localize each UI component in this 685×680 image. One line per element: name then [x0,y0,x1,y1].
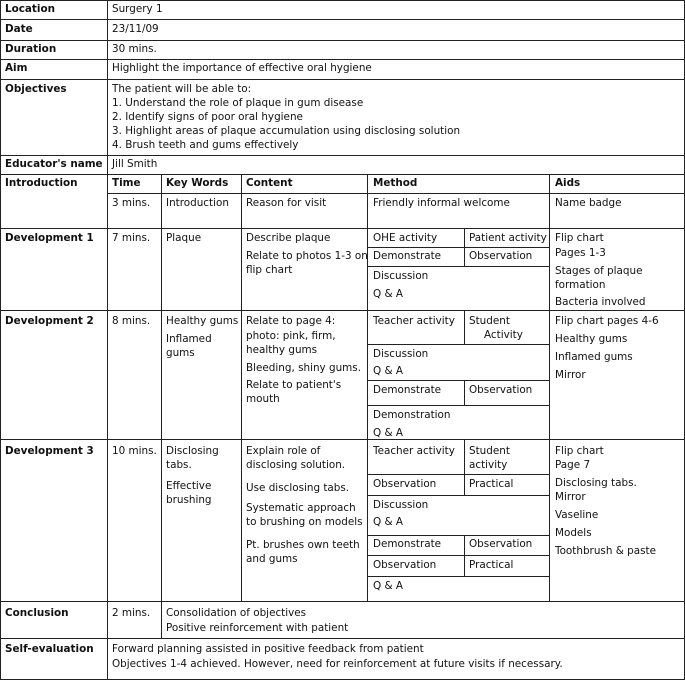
introduction-label: Introduction [5,177,78,189]
rule [0,59,685,60]
rule [0,0,1,680]
intro-method: Friendly informal welcome [373,197,510,209]
method-cell: Observation [469,538,533,550]
method-cell: Discussion [373,270,429,282]
intro-time: 3 mins. [112,197,151,209]
development3-keyword: brushing [166,494,212,506]
method-cell: Teacher activity [373,445,455,457]
development2-content-line: mouth [246,393,280,405]
development3-keyword: Disclosing [166,445,219,457]
development3-aid: Vaseline [555,509,599,521]
conclusion-line: Consolidation of objectives [166,607,307,619]
rule [367,474,549,475]
development3-aid: Toothbrush & paste [555,545,656,557]
rule [464,535,465,576]
rule [0,19,685,20]
method-cell: Practical [469,478,514,490]
intro-content: Reason for visit [246,197,327,209]
rule [0,638,685,639]
development2-aid: Inflamed gums [555,351,633,363]
method-cell: Discussion [373,348,429,360]
date-value: 23/11/09 [112,23,159,35]
development2-aid: Flip chart pages 4-6 [555,315,659,327]
method-cell: Practical [469,559,514,571]
development2-keyword: gums [166,347,195,359]
rule [367,405,549,406]
self-evaluation-label: Self-evaluation [5,643,94,655]
development2-content-line: Relate to patient's [246,379,342,391]
method-cell: Demonstrate [373,538,442,550]
rule [367,555,549,556]
rule [549,174,550,601]
rule [367,247,549,248]
development3-label: Development 3 [5,445,94,457]
objective-line: 3. Highlight areas of plaque accumulation using disclosing solution [112,125,461,137]
method-cell: Q & A [373,288,403,300]
development2-label: Development 2 [5,315,94,327]
development2-aid: Mirror [555,369,586,381]
method-cell: Demonstrate [373,384,442,396]
rule [367,535,549,536]
rule [464,310,465,344]
rule [0,40,685,41]
development3-content-line: Explain role of [246,445,321,457]
development3-content-line: to brushing on models [246,516,363,528]
development3-aid: Flip chart [555,445,604,457]
development1-aid: formation [555,279,606,291]
development2-aid: Healthy gums [555,333,628,345]
method-cell: Demonstrate [373,250,442,262]
method-column-header: Method [373,177,418,189]
development1-keywords: Plaque [166,232,202,244]
development1-content-line: Describe plaque [246,232,331,244]
rule [464,380,465,405]
development3-content-line: Use disclosing tabs. [246,482,350,494]
rule [367,266,549,267]
rule [0,439,685,440]
method-cell: Patient activity [469,232,547,244]
duration-label: Duration [5,43,57,55]
development3-aid: Models [555,527,592,539]
location-label: Location [5,3,55,15]
aids-column-header: Aids [555,177,581,189]
development3-keyword: Effective [166,480,212,492]
rule [107,193,685,194]
educator-value: Jill Smith [112,158,158,170]
objectives-label: Objectives [5,83,67,95]
conclusion-label: Conclusion [5,607,69,619]
rule [107,0,108,680]
intro-aids: Name badge [555,197,622,209]
rule [0,79,685,80]
method-cell: Q & A [373,516,403,528]
development2-keyword: Inflamed [166,333,212,345]
development2-keyword: Healthy gums [166,315,239,327]
educator-label: Educator's name [5,158,103,170]
development2-content-line: Relate to page 4: [246,315,336,327]
method-cell: Q & A [373,365,403,377]
development1-aid: Stages of plaque [555,265,643,277]
time-column-header: Time [112,177,141,189]
rule [367,174,368,601]
method-cell: Demonstration [373,409,451,421]
method-cell: Q & A [373,427,403,439]
location-value: Surgery 1 [112,3,163,15]
objective-line: 2. Identify signs of poor oral hygiene [112,111,303,123]
development3-aid: Disclosing tabs. [555,477,637,489]
rule [0,228,685,229]
self-evaluation-line: Forward planning assisted in positive feedback from patient [112,643,424,655]
method-cell: Observation [469,384,533,396]
rule [367,380,549,381]
development3-keyword: tabs. [166,459,192,471]
rule [161,174,162,639]
development3-aid: Page 7 [555,459,591,471]
method-cell: Student [469,315,510,327]
objective-line: 1. Understand the role of plaque in gum disease [112,97,364,109]
method-cell: Observation [469,250,533,262]
development3-content-line: disclosing solution. [246,459,346,471]
development1-label: Development 1 [5,232,94,244]
intro-keywords: Introduction [166,197,229,209]
self-evaluation-line: Objectives 1-4 achieved. However, need for reinforcement at future visits if necessary. [112,658,563,670]
development3-content-line: Pt. brushes own teeth [246,539,360,551]
rule [0,310,685,311]
development3-aid: Mirror [555,491,586,503]
method-cell: Observation [373,559,437,571]
development1-content-line: Relate to photos 1-3 on [246,250,368,262]
development1-aid: Flip chart [555,232,604,244]
conclusion-time: 2 mins. [112,607,151,619]
aim-label: Aim [5,62,28,74]
aim-value: Highlight the importance of effective oral hygiene [112,62,372,74]
rule [464,228,465,266]
rule [367,495,549,496]
method-cell: Observation [373,478,437,490]
development2-content-line: healthy gums [246,344,318,356]
development2-content-line: Bleeding, shiny gums. [246,362,362,374]
conclusion-line: Positive reinforcement with patient [166,622,349,634]
objective-line: 4. Brush teeth and gums effectively [112,139,299,151]
development1-time: 7 mins. [112,232,151,244]
development3-content-line: and gums [246,553,298,565]
duration-value: 30 mins. [112,43,157,55]
rule [0,601,685,602]
development2-time: 8 mins. [112,315,151,327]
method-cell: Q & A [373,580,403,592]
rule [0,0,685,1]
rule [0,155,685,156]
method-cell: Student [469,445,510,457]
development1-aid: Bacteria involved [555,296,646,308]
development2-content-line: photo: pink, firm, [246,330,336,342]
content-column-header: Content [246,177,293,189]
date-label: Date [5,23,33,35]
rule [0,174,685,175]
development1-aid: Pages 1-3 [555,247,606,259]
keywords-column-header: Key Words [166,177,229,189]
method-cell: OHE activity [373,232,438,244]
rule [367,344,549,345]
method-cell: activity [469,459,508,471]
method-cell: Teacher activity [373,315,455,327]
objective-line: The patient will be able to: [112,83,252,95]
method-cell: Discussion [373,499,429,511]
development1-content-line: flip chart [246,264,293,276]
development3-time: 10 mins. [112,445,157,457]
rule [241,174,242,601]
rule [367,576,549,577]
development3-content-line: Systematic approach [246,502,356,514]
method-cell: Activity [484,329,523,341]
rule [464,439,465,495]
